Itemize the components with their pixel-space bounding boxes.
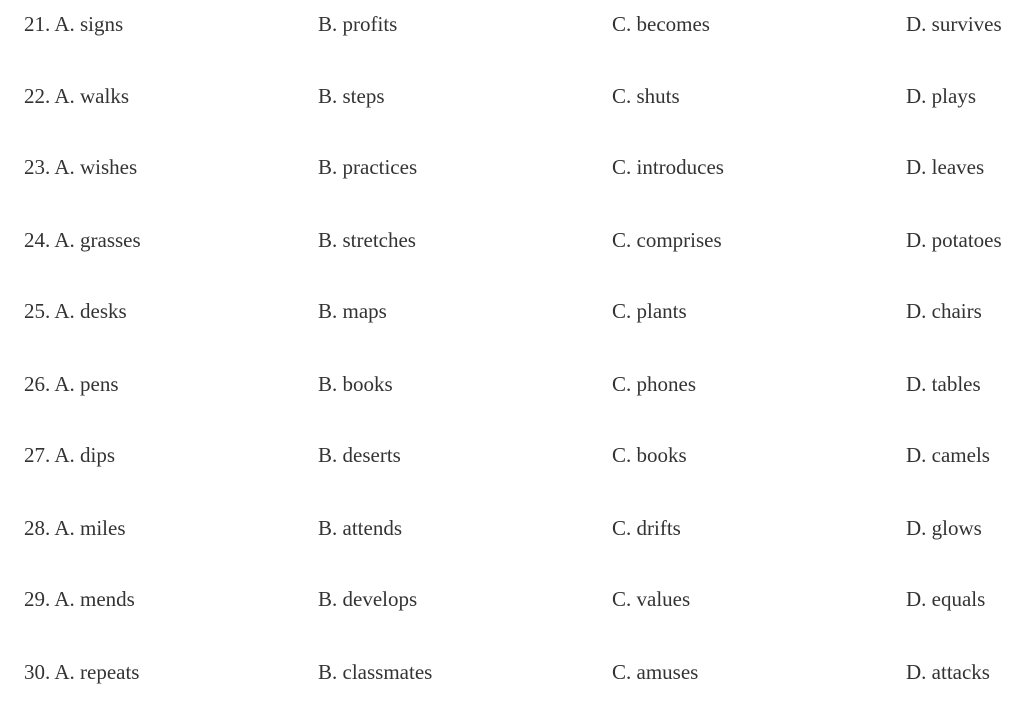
question-number: 29. bbox=[24, 587, 51, 611]
option-a bbox=[24, 291, 127, 331]
option-d: D. tables bbox=[906, 372, 981, 396]
option-a bbox=[24, 147, 137, 187]
option-b: B. stretches bbox=[318, 228, 416, 252]
option-c: C. drifts bbox=[612, 516, 681, 540]
option-d: D. equals bbox=[906, 587, 986, 611]
option-a bbox=[24, 508, 126, 548]
option-a bbox=[24, 76, 129, 116]
option-b: B. classmates bbox=[318, 660, 433, 684]
question-number: 26. bbox=[24, 372, 51, 396]
option-a bbox=[24, 4, 123, 44]
option-a-text: A. walks bbox=[54, 84, 130, 108]
question-row-24 bbox=[0, 220, 1024, 260]
question-number: 21. bbox=[24, 12, 51, 36]
option-c: C. amuses bbox=[612, 660, 699, 684]
option-a bbox=[24, 364, 119, 404]
option-d: D. camels bbox=[906, 443, 990, 467]
option-c: C. becomes bbox=[612, 12, 710, 36]
question-row-27 bbox=[0, 435, 1024, 475]
option-b: B. books bbox=[318, 372, 393, 396]
question-number: 23. bbox=[24, 155, 51, 179]
question-number: 28. bbox=[24, 516, 51, 540]
option-b: B. steps bbox=[318, 84, 385, 108]
question-row-30 bbox=[0, 652, 1024, 692]
option-b: B. profits bbox=[318, 12, 398, 36]
option-a bbox=[24, 435, 115, 475]
question-row-21 bbox=[0, 4, 1024, 44]
option-c: C. plants bbox=[612, 299, 687, 323]
option-c: C. introduces bbox=[612, 155, 724, 179]
option-a-text: A. desks bbox=[54, 299, 127, 323]
question-row-29 bbox=[0, 579, 1024, 619]
option-a-text: A. mends bbox=[54, 587, 135, 611]
option-b: B. develops bbox=[318, 587, 418, 611]
option-c: C. books bbox=[612, 443, 687, 467]
option-a-text: A. pens bbox=[54, 372, 119, 396]
option-d: D. leaves bbox=[906, 155, 985, 179]
option-b: B. attends bbox=[318, 516, 402, 540]
option-a-text: A. signs bbox=[54, 12, 124, 36]
option-d: D. glows bbox=[906, 516, 982, 540]
question-number: 27. bbox=[24, 443, 51, 467]
option-c: C. phones bbox=[612, 372, 696, 396]
option-c: C. comprises bbox=[612, 228, 722, 252]
option-a-text: A. dips bbox=[54, 443, 116, 467]
question-number: 22. bbox=[24, 84, 51, 108]
option-a bbox=[24, 220, 141, 260]
question-row-23 bbox=[0, 147, 1024, 187]
option-a-text: A. repeats bbox=[54, 660, 140, 684]
option-a-text: A. grasses bbox=[54, 228, 141, 252]
option-b: B. deserts bbox=[318, 443, 401, 467]
question-row-26 bbox=[0, 364, 1024, 404]
question-number: 24. bbox=[24, 228, 51, 252]
option-b: B. maps bbox=[318, 299, 387, 323]
option-d: D. attacks bbox=[906, 660, 990, 684]
option-d: D. potatoes bbox=[906, 228, 1002, 252]
option-d: D. chairs bbox=[906, 299, 982, 323]
option-a bbox=[24, 652, 139, 692]
option-b: B. practices bbox=[318, 155, 418, 179]
option-d: D. plays bbox=[906, 84, 976, 108]
option-c: C. shuts bbox=[612, 84, 680, 108]
option-a-text: A. miles bbox=[54, 516, 126, 540]
question-row-22 bbox=[0, 76, 1024, 116]
question-row-28 bbox=[0, 508, 1024, 548]
question-number: 25. bbox=[24, 299, 51, 323]
option-d: D. survives bbox=[906, 12, 1002, 36]
option-a bbox=[24, 579, 135, 619]
option-c: C. values bbox=[612, 587, 691, 611]
question-number: 30. bbox=[24, 660, 51, 684]
question-row-25 bbox=[0, 291, 1024, 331]
option-a-text: A. wishes bbox=[54, 155, 138, 179]
